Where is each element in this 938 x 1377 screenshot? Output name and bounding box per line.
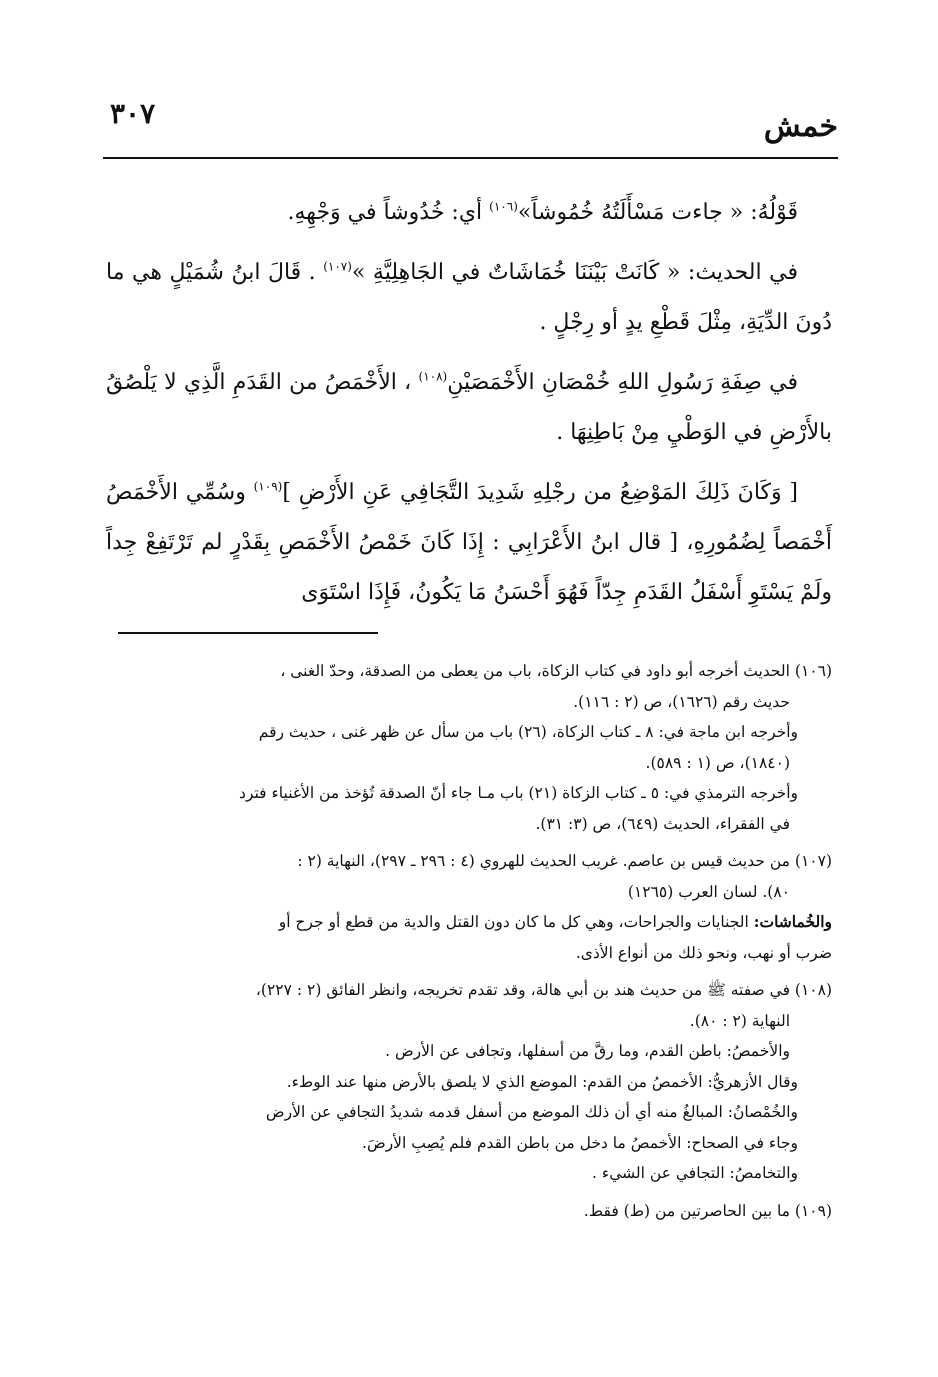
- footnote-separator: [118, 632, 378, 634]
- running-head-title: خمش: [763, 109, 838, 144]
- footnote-ref-106: (١٠٦): [489, 199, 518, 214]
- footnote-ref-108: (١٠٨): [418, 369, 448, 384]
- footnote-ref-107: (١٠٧): [323, 259, 352, 274]
- footnotes: [104, 656, 832, 1233]
- footnote-107: (١٠٧) من حديث قيس بن عاصم. غريب الحديث للهروي (٤ : ٢٩٦ ـ ٢٩٧)، النهاية (٢ : ٨٠). لسان العرب (١٢٦٥) والخُماشات: الجنايات والجراحات، وهي كل ما كان دون القتل والدية من قطع أو جرح أو ضرب أو نهب، ونحو ذلك من أنواع الأذى.: [278, 852, 832, 962]
- header-rule: [103, 157, 838, 159]
- footnote-109: (١٠٩) ما بين الحاصرتين من (ط) فقط.: [583, 1201, 832, 1220]
- footnote-ref-109: (١٠٩): [253, 479, 283, 494]
- paragraph-mawdi: [ وَكَانَ ذَلِكَ المَوْضِعُ من رجْلِهِ شَدِيدَ التَّجَافِي عَنِ الأَرْضِ ]$^{(١٠٩)}$ وسُمِّي الأَخْمَصُ أَخْمَصاً لِضُمُورِهِ، [ قال ابنُ الأَعْرَابِي : إِذَا كَانَ خَمْصُ الأَخْمَصِ بِقَدْرٍ لم تَرْتَفِعْ جِداً ولَمْ يَسْتَوِ أَسْفَلُ القَدَمِ جِدّاً فَهُوَ أَحْسَنُ مَا يَكُونُ، فَإِذَا اسْتَوَى: [106, 479, 832, 605]
- footnote-108: (١٠٨) في صفته ﷺ من حديث هند بن أبي هالة، وقد تقدم تخريجه، وانظر الفائق (٢ : ٢٢٧)، النهاية (٢ : ٨٠). والأخمصُ: باطن القدم، وما رقَّ من أسفلها، وتجافى عن الأرض . وقال الأزهريُّ: الأخمصُ من القدم: الموضع الذي لا يلصق بالأرض منها عند الوطء. والخُمْصانُ: المبالغُ منه أي أن ذلك الموضع من أسفل قدمه شديدُ التجافي عن الأرض وجاء في الصحاح: الأخمصُ ما دخل من باطن القدم فلم يُصِبِ الأرضَ. والتخامصُ: التجافي عن الشيء .: [255, 981, 832, 1182]
- paragraph-khumush: قَوْلُهُ: « جاءت مَسْأَلَتُهُ خُمُوشاً»$^{(١٠٦)}$ أي: خُدُوشاً في وَجْهِهِ.: [287, 199, 798, 225]
- paragraph-akhmas: في صِفَةِ رَسُولِ اللهِ خُمْصَانِ الأَخْمَصَيْنِ$^{(١٠٨)}$ ، الأَخْمَصُ من القَدَمِ الَّذِي لا يَلْصُقُ بالأَرْضِ في الوَطْيِ مِنْ بَاطِنِهَا .: [106, 369, 832, 445]
- footnote-term: والخُماشات:: [753, 912, 832, 931]
- page-number: ٣٠٧: [110, 97, 156, 130]
- paragraph-khumashat: في الحديث: « كَانَتْ بَيْنَنَا خُمَاشَاتٌ في الجَاهِلِيَّةِ »$^{(١٠٧)}$ . قَالَ ابنُ شُمَيْلٍ هي ما دُونَ الدِّيَةِ، مِثْلَ قَطْعِ يدٍ أو رِجْلٍ .: [106, 259, 832, 335]
- main-text: [106, 188, 832, 628]
- footnote-106: (١٠٦) الحديث أخرجه أبو داود في كتاب الزكاة، باب من يعطى من الصدقة، وحدّ الغنى ، حديث رقم (١٦٢٦)، ص (٢ : ١١٦). وأخرجه ابن ماجة في: ٨ ـ كتاب الزكاة، (٢٦) باب من سأل عن ظهر غنى ، حديث رقم (١٨٤٠)، ص (١ : ٥٨٩). وأخرجه الترمذي في: ٥ ـ كتاب الزكاة (٢١) باب مـا جاء أنّ الصدقة تُؤخذ من الأغنياء فترد في الفقراء، الحديث (٦٤٩)، ص (٣: ٣١).: [239, 662, 832, 833]
